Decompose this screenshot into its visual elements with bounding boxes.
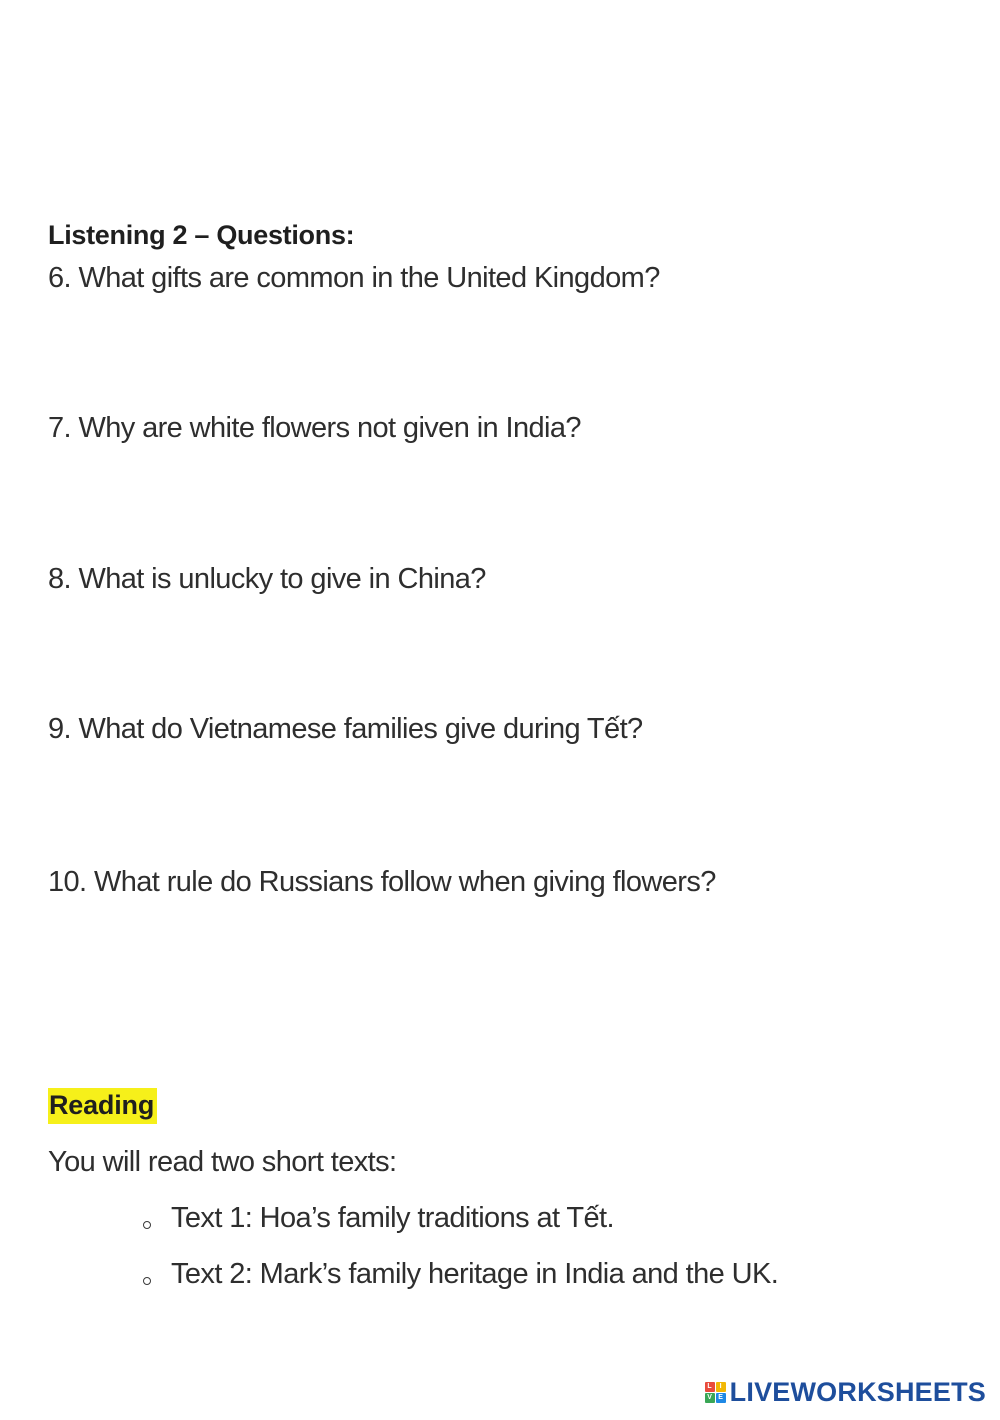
liveworksheets-logo-icon bbox=[705, 1382, 726, 1403]
listening-heading: Listening 2 – Questions: bbox=[48, 220, 355, 250]
question-7: 7. Why are white flowers not given in India? bbox=[48, 412, 581, 444]
question-10: 10. What rule do Russians follow when giving flowers? bbox=[48, 866, 716, 898]
liveworksheets-brand bbox=[705, 1377, 986, 1408]
bullet-icon bbox=[143, 1277, 151, 1285]
logo-tile: I bbox=[716, 1382, 726, 1392]
logo-tile: E bbox=[716, 1393, 726, 1403]
reading-item-text: Text 1: Hoa’s family traditions at Tết. bbox=[171, 1202, 614, 1234]
bullet-icon bbox=[143, 1221, 151, 1229]
brand-name: LIVEWORKSHEETS bbox=[729, 1377, 986, 1407]
logo-tile: V bbox=[705, 1393, 715, 1403]
question-8: 8. What is unlucky to give in China? bbox=[48, 563, 486, 595]
reading-list-item bbox=[143, 1202, 614, 1235]
reading-list-item bbox=[143, 1258, 778, 1291]
logo-tile: L bbox=[705, 1382, 715, 1392]
question-9: 9. What do Vietnamese families give during Tết? bbox=[48, 713, 643, 745]
reading-item-text: Text 2: Mark’s family heritage in India and the UK. bbox=[171, 1258, 779, 1290]
question-6: 6. What gifts are common in the United Kingdom? bbox=[48, 262, 660, 294]
reading-intro: You will read two short texts: bbox=[48, 1146, 397, 1178]
reading-heading: Reading bbox=[48, 1088, 157, 1124]
